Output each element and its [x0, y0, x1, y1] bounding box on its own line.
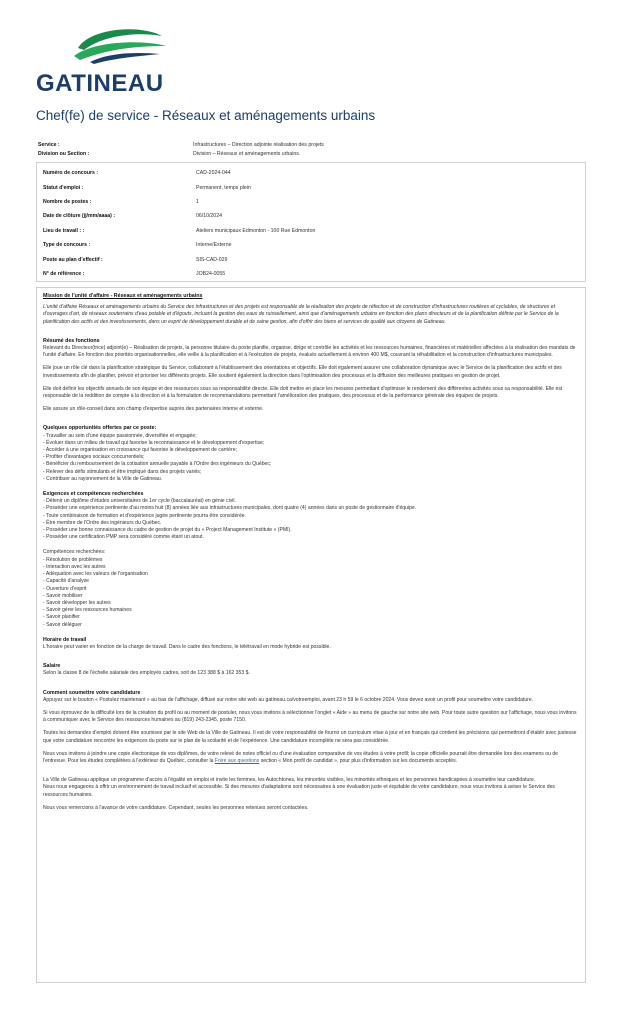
- list-item: - Interaction avec les autres: [43, 563, 106, 570]
- detail-label: Type de concours :: [43, 242, 91, 249]
- opportunities-heading: Quelques opportunités offertes par ce poste:: [43, 425, 157, 432]
- detail-value: Interne/Externe: [196, 242, 232, 249]
- detail-label: Lieu de travail : :: [43, 227, 85, 234]
- list-item: - Évoluer dans un milieu de travail qui favorise la reconnaissance et le développement d'expertise;: [43, 439, 265, 446]
- salary-text: Selon la classe 8 de l'échelle salariale des employés cadres, soit de 123 388 $ à 162 353 $.: [43, 670, 250, 677]
- list-item: - Contribuer au rayonnement de la Ville de Gatineau.: [43, 475, 163, 482]
- job-details-box: [36, 162, 586, 282]
- detail-label: Nombre de postes :: [43, 198, 92, 205]
- list-item: - Résolution de problèmes: [43, 556, 103, 563]
- apply-heading: Comment soumettre votre candidature: [43, 689, 141, 696]
- list-item: - Bénéficier du remboursement de la cotisation annuelle payable à l'Ordre des ingénieurs du Québec;: [43, 461, 272, 468]
- resume-paragraph: Elle doit définir les objectifs annuels de son équipe et des ressources sous sa responsabilité directe. Elle doit mettre en place les mesures permettant d'optimiser le rendement des différentes activités sous sa responsabilité. Elle est responsable de la reddition de compte à la direction et à la formulation de recommandations permettant l'amélioration des pratiques, des processus et de la performance générale des équipes de projets.: [43, 385, 563, 400]
- detail-row: [43, 224, 579, 238]
- apply-paragraph: Toutes les demandes d'emploi doivent être soumises par le site Web de la Ville de Gatineau. Il est de votre responsabilité de fournir un curriculum vitae à jour et en français qui contient les précisions qui permettront d'établir avec justesse que votre candidature rencontre les exigences du poste sur le plan de la scolarité et de l'expérience. Une candidature incomplète ne sera pas considérée.: [43, 730, 577, 744]
- requirements-list: [43, 498, 579, 541]
- meta-row-service: [38, 141, 588, 150]
- mission-heading: Mission de l'unité d'affaire - Réseaux et aménagements urbains: [43, 293, 203, 299]
- list-item: - Ouverture d'esprit: [43, 585, 87, 592]
- apply-paragraph: Appuyez sur le bouton « Postulez maintenant » au bas de l'affichage, diffusé sur notre site web au gatineau.ca/votreemploi, avant 23 h 59 le 6 octobre 2024. Vous devez avoir un profil pour soumettre votre candidature.: [43, 696, 534, 703]
- apply-text: section « Mon profil de candidat », pour plus d'information sur les documents acceptés.: [259, 757, 458, 764]
- detail-row: [43, 195, 579, 209]
- list-item: - Savoir planifier: [43, 614, 80, 621]
- meta-row-division: [38, 150, 588, 159]
- detail-row: [43, 238, 579, 252]
- job-description: [36, 287, 586, 983]
- faq-link[interactable]: Foire aux questions: [214, 757, 260, 764]
- list-item: - Savoir développer les autres: [43, 599, 111, 606]
- detail-value: 06/10/2024: [196, 213, 222, 220]
- logo-text: GATINEAU: [36, 70, 164, 97]
- detail-row: [43, 209, 579, 223]
- detail-label: Numéro de concours :: [43, 170, 99, 177]
- schedule-heading: Horaire de travail: [43, 636, 87, 643]
- detail-label: Date de clôture (jj/mm/aaaa) :: [43, 213, 116, 220]
- logo-emblem-icon: [70, 26, 170, 66]
- page-title: Chef(fe) de service - Réseaux et aménagements urbains: [36, 108, 376, 123]
- meta-value: Infrastructures – Direction adjointe réalisation des projets: [193, 142, 324, 148]
- detail-value: CAD-2024-044: [196, 170, 231, 177]
- list-item: - Posséder une expérience pertinente d'au moins huit (8) années liée aux infrastructures municipales, dont quatre (4) années dans un poste de gestionnaire d'équipe.: [43, 505, 417, 512]
- competencies-list: [43, 557, 579, 629]
- resume-heading: Résumé des fonctions: [43, 337, 100, 344]
- schedule-text: L'horaire peut varier en fonction de la charge de travail. Dans le cadre des fonctions, le télétravail en mode hybride est possible.: [43, 643, 331, 650]
- resume-paragraph: Elle joue un rôle clé dans la planification stratégique du Service, collaborant à l'établissement des orientations et objectifs. Elle doit également assurer une collaboration dynamique avec le Service de la planification des actifs et des investissements afin de planifier, prévoir et prioriser les différents projets. Elle soutient également la direction dans l'optimisation des processus et la diffusion des meilleures pratiques en gestion de projet.: [43, 365, 562, 379]
- resume-paragraph: Elle assure un rôle-conseil dans son champ d'expertise auprès des partenaires interne et externe.: [43, 406, 264, 413]
- list-item: - Savoir gérer les ressources humaines: [43, 607, 132, 614]
- detail-value: SIS-CAD-029: [196, 256, 228, 263]
- list-item: - Être membre de l'Ordre des ingénieurs du Québec.: [43, 519, 162, 526]
- list-item: - Savoir déléguer: [43, 621, 82, 628]
- list-item: - Capacité d'analyse: [43, 578, 89, 585]
- detail-row: [43, 166, 579, 180]
- meta-label: Division ou Section :: [38, 151, 90, 157]
- list-item: - Toute combinaison de formation et d'expérience jugée pertinente pourra être considérée.: [43, 512, 247, 519]
- list-item: - Détenir un diplôme d'études universitaires de 1er cycle (baccalauréat) en génie civil.: [43, 498, 236, 505]
- service-meta: [38, 141, 588, 159]
- apply-paragraph: [43, 751, 579, 765]
- list-item: - Savoir mobiliser: [43, 592, 83, 599]
- requirements-heading: Exigences et compétences recherchées: [43, 491, 144, 498]
- detail-label: Poste au plan d'effectif :: [43, 256, 103, 263]
- detail-row: [43, 252, 579, 266]
- detail-value: 1: [196, 198, 199, 205]
- salary-heading: Salaire: [43, 663, 61, 670]
- detail-value: JOB24-0055: [196, 270, 226, 277]
- list-item: - Travailler au sein d'une équipe passionnée, diversifiée et engagée;: [43, 432, 197, 439]
- list-item: - Adéquation avec les valeurs de l'organisation: [43, 571, 148, 578]
- mission-text: L'unité d'affaire Réseaux et aménagements urbains du Service des infrastructures et des projets est responsable de la réalisation des projets de réfection et de construction d'infrastructures routières et cyclables, de structures et d'ouvrages d'art, de réseaux souterrains d'eau potable et d'égouts, incluant la gestion des eaux de ruissellement, ainsi que d'aménagements urbains en fonction des plans directeurs et de la planification définie par le Service de la planification des actifs et des investissements, dans un esprit de développement durable et de saine gestion, afin d'offrir des biens et services de qualité aux citoyens de Gatineau.: [43, 304, 559, 325]
- equality-paragraph: La Ville de Gatineau applique un programme d'accès à l'égalité en emploi et invite les femmes, les Autochtones, les minorités visibles, les minorités ethniques et les personnes handicapées à soumettre leur candidature.: [43, 777, 536, 784]
- detail-label: Statut d'emploi :: [43, 184, 84, 191]
- detail-row: [43, 180, 579, 194]
- list-item: - Posséder une certification PMP sera considéré comme étant un atout.: [43, 534, 205, 541]
- list-item: - Posséder une bonne connaissance du cadre de gestion de projet du « Project Management Institute » (PMI).: [43, 527, 292, 534]
- meta-label: Service :: [38, 142, 60, 148]
- detail-value: Permanent, temps plein: [196, 184, 251, 191]
- apply-paragraph: Si vous éprouvez de la difficulté lors de la création du profil ou au moment de postuler, nous vous invitons à sélectionner l'onglet « Aide » au menu de gauche sur notre site web. Pour toute autre question sur l'affichage, nous vous invitons à communiquer avec le Service des ressources humaines au (819) 243-2345, poste 7150.: [43, 709, 577, 724]
- list-item: - Relever des défis stimulants et être impliqué dans des projets variés;: [43, 468, 202, 475]
- meta-value: Division – Réseaux et aménagements urbains.: [193, 151, 301, 157]
- detail-row: [43, 267, 579, 281]
- equality-paragraph: Nous nous engageons à offrir un environnement de travail inclusif et accessible. Si des mesures d'adaptations sont nécessaires à une évaluation juste et équitable de votre candidature, nous vous invitons à aviser le Service des ressources humaines.: [43, 784, 555, 798]
- apply-text: Nous vous invitons à joindre une copie électronique de vos diplômes, de votre relevé de notes officiel ou d'une évaluation comparative de vos études à votre profil; la copie officielle pourrait être demandée lors des examens ou de l'entrevue. Pour les études complétées à l'extérieur du Québec, consulter la: [43, 750, 558, 764]
- detail-label: N° de référence :: [43, 270, 85, 277]
- competencies-heading: Compétences recherchées:: [43, 549, 106, 556]
- thanks-paragraph: Nous vous remercions à l'avance de votre candidature. Cependant, seules les personnes retenues seront contactées.: [43, 804, 309, 811]
- detail-value: Ateliers municipaux Edmonton - 100 Rue Edmonton: [196, 227, 316, 234]
- opportunities-list: [43, 433, 579, 483]
- gatineau-logo: [36, 26, 176, 96]
- resume-paragraph: Relevant du Directeur(trice) adjoint(e) – Réalisation de projets, la personne titulaire du poste planifie, organise, dirige et contrôle les activités et les ressources humaines, financières et matérielles affectées à la réalisation des mandats de l'unité d'affaire. En fonction des priorités organisationnelles, elle veille à la planification et à l'exécution de projets, évalués actuellement à environ 400 M$, couvrant la réhabilitation et la construction d'infrastructures municipales.: [43, 345, 576, 359]
- list-item: - Accéder à une organisation en croissance qui favorise le développement de carrière;: [43, 447, 237, 454]
- list-item: - Profiter d'avantages sociaux concurrentiels;: [43, 454, 145, 461]
